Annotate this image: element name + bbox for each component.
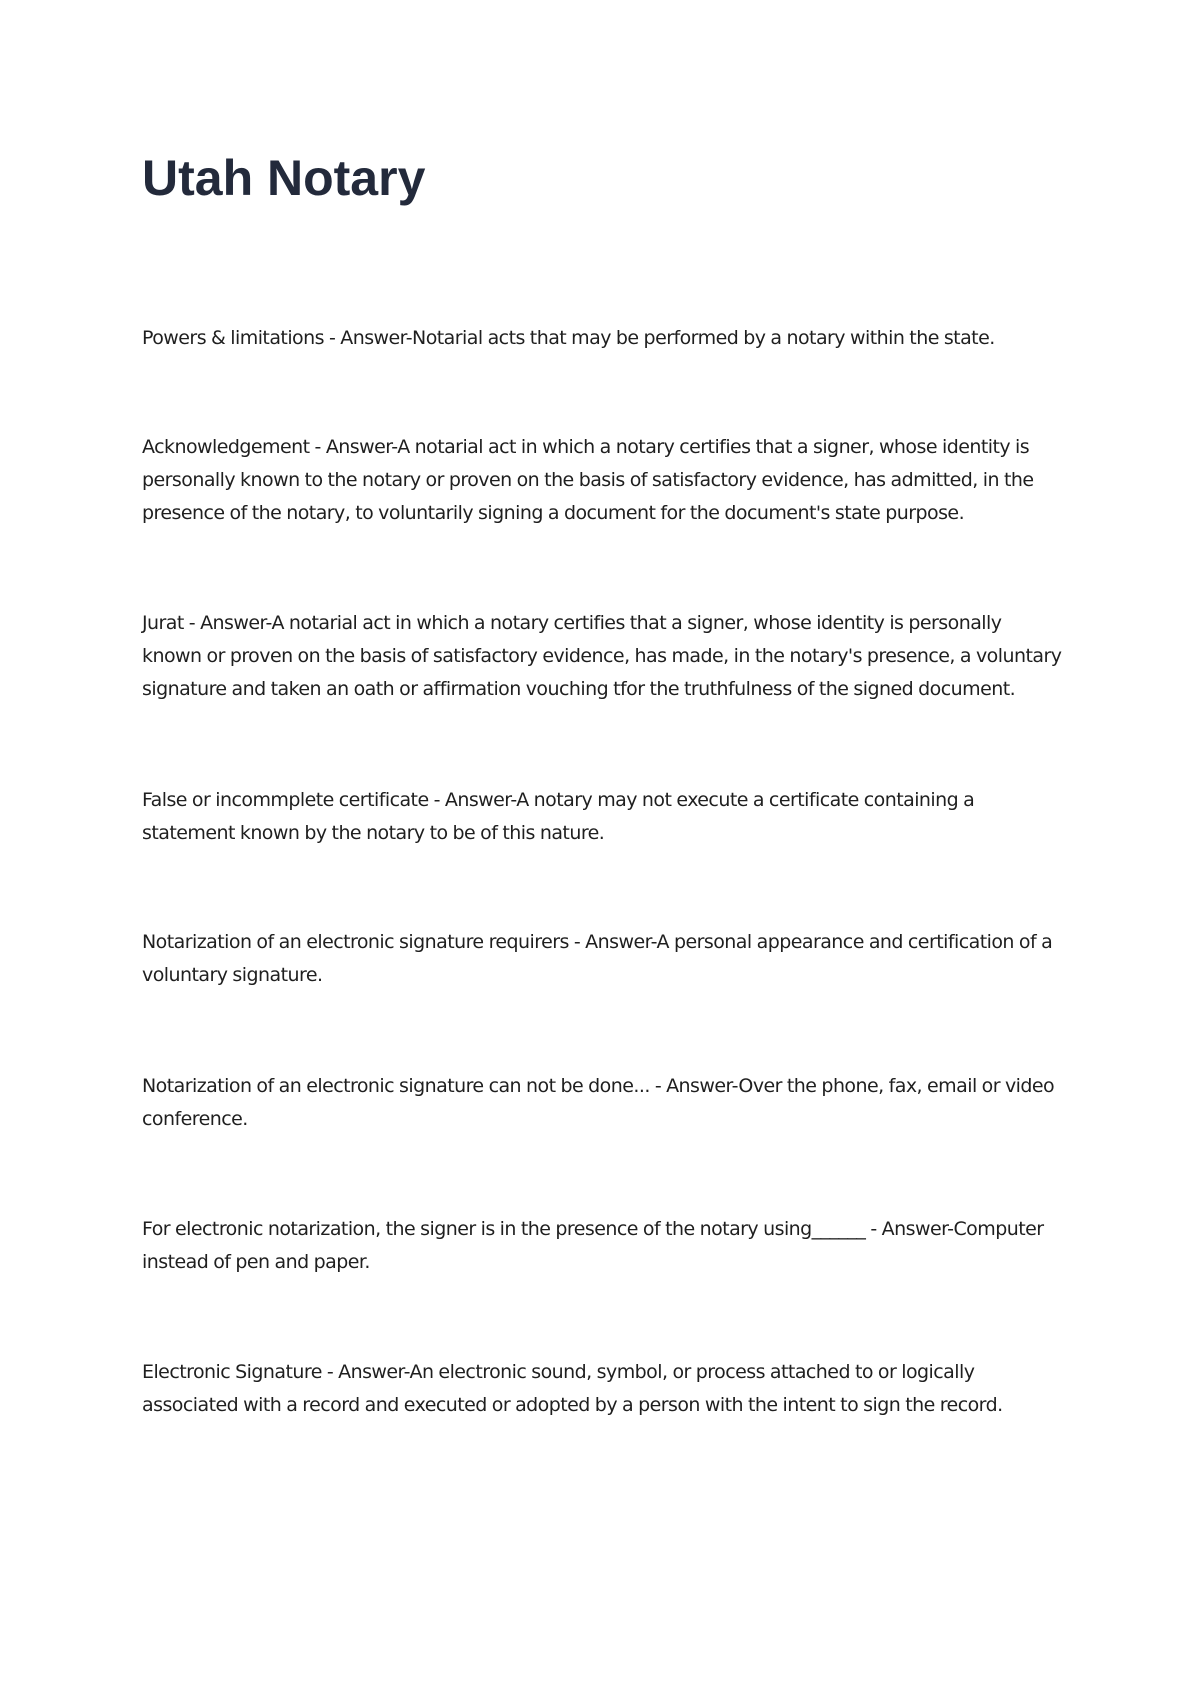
- qa-answer: An electronic sound, symbol, or process attached to or logically associated with a record and executed or adopted by a person with the intent to sign the record.: [142, 1361, 1003, 1416]
- qa-separator: - Answer-: [321, 1361, 410, 1383]
- qa-separator: - Answer-: [323, 327, 413, 349]
- qa-answer: A notarial act in which a notary certifies that a signer, whose identity is personally known to the notary or proven on the basis of satisfactory evidence, has admitted, in the presence of the notary, to voluntarily signing a document for the document's state purpose.: [142, 436, 1034, 524]
- qa-separator: - Answer-: [183, 612, 272, 634]
- qa-item: [142, 1213, 1062, 1279]
- qa-answer: Computer instead of pen and paper.: [142, 1218, 1044, 1273]
- qa-term: Electronic Signature: [142, 1361, 322, 1383]
- qa-separator: - Answer-: [865, 1218, 954, 1240]
- qa-term: Jurat: [142, 612, 184, 634]
- qa-separator: - Answer-: [428, 789, 517, 811]
- qa-answer: Notarial acts that may be performed by a notary within the state.: [412, 327, 995, 349]
- qa-item: [142, 1070, 1062, 1136]
- qa-separator: - Answer-: [649, 1075, 739, 1097]
- qa-answer: A notarial act in which a notary certifies that a signer, whose identity is personally known or proven on the basis of satisfactory evidence, has made, in the notary's presence, a voluntary signature and taken an oath or affirmation vouching tfor the truthfulness of the signed document.: [142, 612, 1062, 700]
- qa-item: [142, 926, 1062, 992]
- qa-answer: A notary may not execute a certificate containing a statement known by the notary to be of this nature.: [142, 789, 975, 844]
- page-title: Utah Notary: [142, 150, 426, 206]
- qa-item: [142, 1356, 1062, 1422]
- qa-term: Notarization of an electronic signature can not be done...: [142, 1075, 650, 1097]
- qa-term: Powers & limitations: [142, 327, 324, 349]
- qa-item: [142, 607, 1062, 706]
- qa-term: Acknowledgement: [142, 436, 310, 458]
- qa-item: [142, 431, 1062, 530]
- qa-item: [142, 322, 1062, 355]
- qa-item: [142, 784, 1062, 850]
- qa-separator: - Answer-: [568, 931, 657, 953]
- qa-answer: Over the phone, fax, email or video conference.: [142, 1075, 1055, 1130]
- qa-term: False or incommplete certificate: [142, 789, 429, 811]
- qa-answer: A personal appearance and certification of a voluntary signature.: [142, 931, 1053, 986]
- qa-term: For electronic notarization, the signer is in the presence of the notary using______: [142, 1218, 866, 1240]
- qa-term: Notarization of an electronic signature requirers: [142, 931, 569, 953]
- qa-separator: - Answer-: [309, 436, 398, 458]
